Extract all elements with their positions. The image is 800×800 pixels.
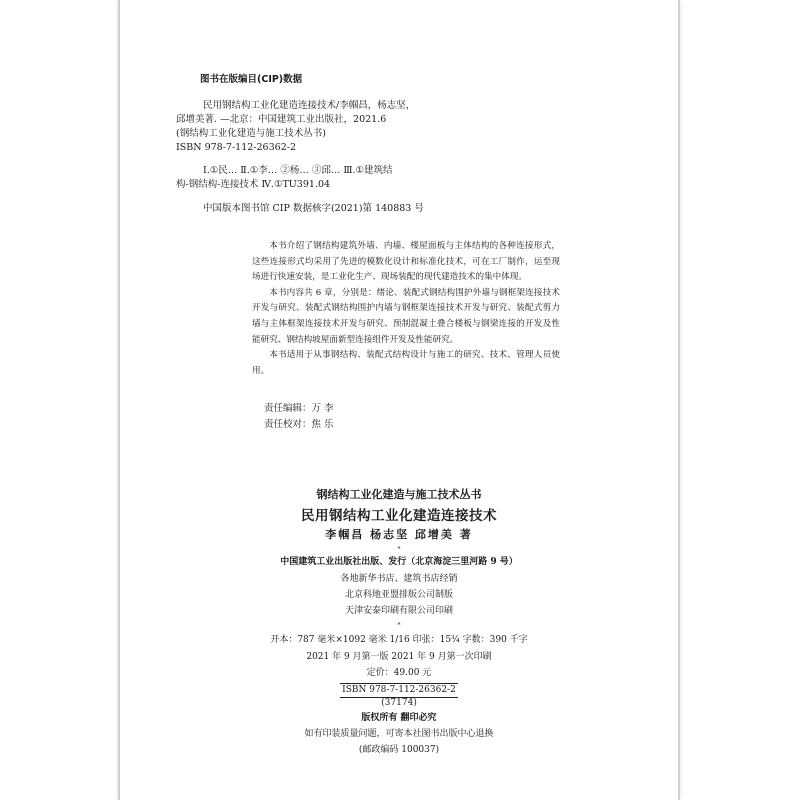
cip-entry-line: 民用钢结构工业化建造连接技术/李帼昌，杨志坚， [203,100,416,111]
cip-entry-line: 邱增美著. —北京：中国建筑工业出版社，2021.6 [176,114,387,125]
responsible-editor: 责任编辑：万 李 [264,403,334,414]
distributor-line: 各地新华书店、建筑书店经销 [340,574,458,584]
book-code: (37174) [381,698,417,708]
series-title: 钢结构工业化建造与施工技术丛书 [316,488,482,501]
edition-line: 2021 年 9 月第一版 2021 年 9 月第一次印刷 [306,652,492,662]
cip-isbn: ISBN 978-7-112-26362-2 [176,142,296,153]
summary-paragraph: 本书内容共 6 章，分别是：绪论、装配式钢结构围护外墙与钢框架连接技术开发与研究、装配式钢结构围护内墙与钢框架连接技术开发与研究、装配式剪力墙与主体框架连接技术开发与研究、预制混凝土叠合楼板与钢梁连接的开发及性能研究、钢结构坡屋面新型连接组件开发及性能研究。 [252,287,560,345]
responsible-proofreader: 责任校对：焦 乐 [264,419,334,430]
cip-subject-line: Ⅰ.①民… Ⅱ.①李… ②杨… ③邱… Ⅲ.①建筑结 [203,165,393,176]
printer-line: 天津安泰印刷有限公司印刷 [344,606,453,616]
cip-entry-line: (钢结构工业化建造与施工技术丛书) [176,128,326,139]
book-authors: 李帼昌 杨志坚 邱增美 著 [325,528,473,541]
book-title: 民用钢结构工业化建造连接技术 [301,508,497,524]
book-summary [252,239,560,379]
copyright-notice: 版权所有 翻印必究 [361,713,437,723]
page-edge-right [678,0,680,800]
isbn-block [120,683,678,698]
format-specs: 开本：787 毫米×1092 毫米 1/16 印张：15¾ 字数：390 千字 [270,635,528,645]
postcode: (邮政编码 100037) [358,745,440,755]
cip-heading: 图书在版编目(CIP)数据 [200,74,303,85]
separator-mark: * [397,546,401,553]
cip-subject-line: 构-钢结构-连接技术 Ⅳ.①TU391.04 [176,179,331,190]
page-edge-left [118,0,120,800]
separator-mark: * [397,622,401,629]
price: 定价：49.00 元 [366,668,432,678]
isbn-number: ISBN 978-7-112-26362-2 [340,683,458,698]
return-note: 如有印装质量问题，可寄本社图书出版中心退换 [304,729,494,739]
publisher-line: 中国建筑工业出版社出版、发行（北京海淀三里河路 9 号） [280,557,518,567]
summary-paragraph: 本书介绍了钢结构建筑外墙、内墙、楼屋面板与主体结构的各种连接形式，这些连接形式均采用了先进的模数化设计和标准化技术，可在工厂制作，运至现场进行快速安装，是工业化生产、现场装配的现代建造技术的集中体现。 [252,241,560,283]
typesetter-line: 北京科地亚盟排版公司制版 [344,590,453,600]
cip-number: 中国版本图书馆 CIP 数据核字(2021)第 140883 号 [203,203,424,214]
summary-paragraph: 本书适用于从事钢结构、装配式结构设计与施工的研究、技术、管理人员使用。 [252,350,560,376]
